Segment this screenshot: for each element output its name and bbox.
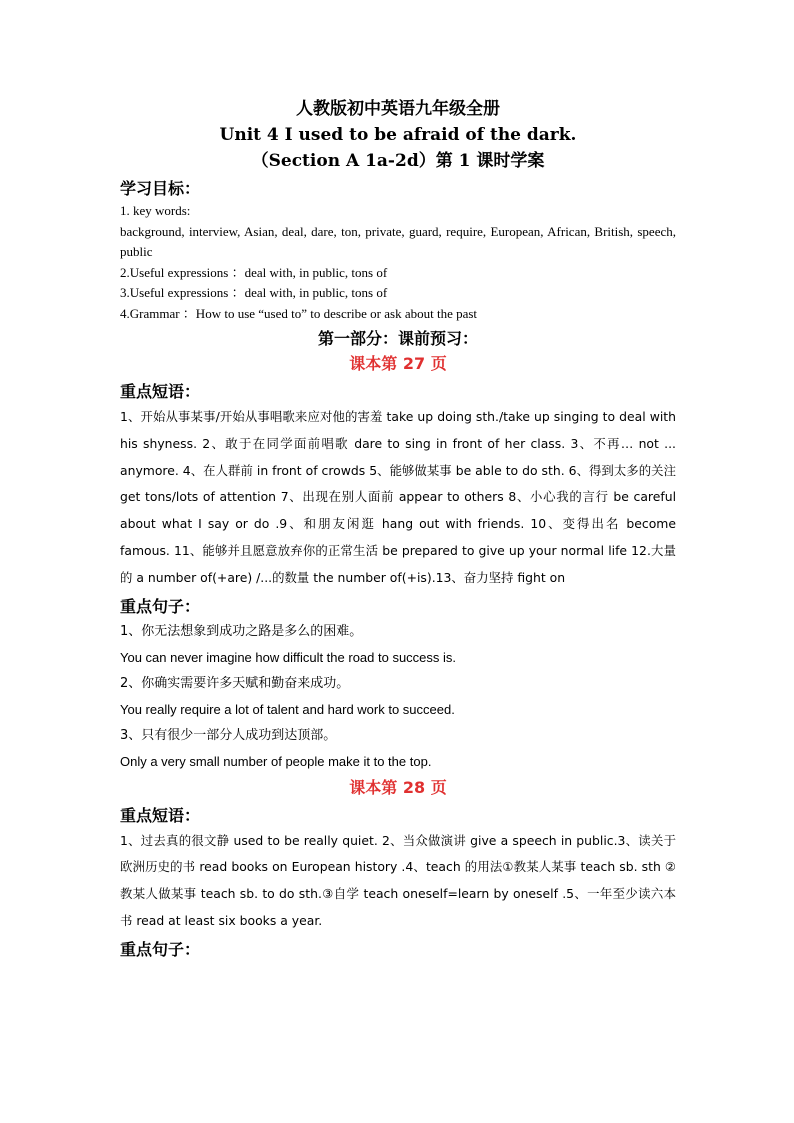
phrase-fragment: 2、敢于在同学面前唱歌 (202, 435, 349, 451)
phrase-fragment: 2、当众做演讲 (381, 832, 466, 848)
phrase-fragment: in front of crowds (252, 462, 370, 478)
objectives-heading: 学习目标： (120, 179, 201, 198)
sentence-en: Only a very small number of people make it to the top. (120, 753, 432, 769)
doc-title-line3: （Section A 1a-2d）第 1 课时学案 (251, 151, 545, 171)
phrase-fragment: appear to others (394, 489, 509, 505)
key-phrases-paragraph-p27 (120, 404, 676, 592)
phrase-fragment: a number of(+are) /...的数量 (132, 569, 314, 585)
phrase-fragment: 6、得到太多的关注 (568, 462, 676, 478)
key-phrases-paragraph-p28 (120, 828, 676, 935)
phrase-fragment: 4、在人群前 (182, 462, 253, 478)
phrase-fragment: 3、不再… (570, 435, 634, 451)
phrase-fragment: teach oneself=learn by oneself . (359, 886, 567, 902)
phrase-fragment: get tons/lots of attention (120, 489, 281, 505)
phrase-fragment: 8、小心我的言行 (508, 489, 609, 505)
objective-item: 4.Grammar ：How to use “used to” to describe or ask about the past (120, 305, 478, 321)
phrase-fragment: 9、和朋友闲逛 (279, 516, 376, 532)
phrase-fragment: 5、能够做某事 (369, 462, 452, 478)
phrase-fragment: read books on European history . (195, 859, 406, 875)
phrase-fragment: 1、开始从事某事/开始从事唱歌来应对他的害羞 (120, 409, 383, 424)
sentence-en: You can never imagine how difficult the road to success is. (120, 649, 457, 665)
phrase-fragment: take up doing sth./take up singing to deal with his shyness. (120, 409, 676, 451)
phrase-fragment: become famous. (120, 516, 676, 558)
objective-item: 1. key words: (120, 203, 191, 218)
doc-title-line2: Unit 4 I used to be afraid of the dark. (219, 125, 577, 145)
phrase-fragment: the number of(+is). (313, 569, 436, 585)
sentence-en: You really require a lot of talent and hard work to succeed. (120, 701, 455, 717)
phrase-fragment: be careful about what I say or do . (120, 489, 677, 532)
phrase-fragment: used to be really quiet. (229, 832, 382, 848)
phrase-fragment: dare to sing in front of her class. (348, 435, 571, 451)
key-sentences-heading: 重点句子： (120, 939, 201, 959)
phrase-fragment: teach sb. sth (576, 859, 665, 875)
part1-title: 第一部分：课前预习： (317, 329, 478, 348)
phrase-fragment: 3、读关于欧洲历史的书 (120, 832, 676, 875)
phrase-fragment: 13、奋力坚持 (435, 569, 514, 585)
phrase-fragment: 11、能够并且愿意放弃你的正常生活 (173, 542, 379, 558)
phrase-fragment: be prepared to give up your normal life (378, 542, 632, 558)
sentence-cn: 3、只有很少一部分人成功到达顶部。 (120, 727, 337, 743)
key-sentences-heading: 重点句子： (120, 596, 201, 616)
phrase-fragment: 4、teach 的用法①教某人某事 (405, 859, 577, 875)
phrase-fragment: not ... anymore. (120, 435, 676, 478)
phrase-fragment: 1、过去真的很文静 (120, 832, 230, 848)
key-phrases-heading: 重点短语： (120, 805, 201, 825)
phrase-fragment: be able to do sth. (451, 462, 569, 478)
sentence-cn: 1、你无法想象到成功之路是多么的困难。 (120, 623, 363, 639)
phrase-fragment: give a speech in public. (465, 832, 618, 848)
phrase-fragment: ②教某人做某事 (120, 859, 677, 902)
phrase-fragment: teach sb. to do sth. (196, 886, 322, 902)
objective-item: 2.Useful expressions ：deal with, in public, tons of (120, 264, 388, 280)
sentence-cn: 2、你确实需要许多天赋和勤奋来成功。 (120, 675, 350, 691)
phrase-fragment: 12.大量的 (120, 542, 676, 585)
phrase-fragment: 7、出现在别人面前 (280, 489, 395, 505)
phrase-fragment: 10、变得出名 (530, 516, 621, 532)
phrase-fragment: read at least six books a year. (132, 912, 323, 928)
objective-item: 3.Useful expressions ：deal with, in public, tons of (120, 285, 388, 300)
page-ref-28: 课本第 28 页 (349, 777, 447, 797)
doc-title-line1: 人教版初中英语九年级全册 (296, 99, 500, 119)
phrase-fragment: ③自学 (321, 886, 360, 902)
key-phrases-heading: 重点短语： (120, 382, 201, 401)
page-ref-27: 课本第 27 页 (349, 354, 447, 373)
document-page (120, 96, 676, 962)
objective-item: background, interview, Asian, deal, dare, ton, private, guard, require, European, African, British, speech, public (120, 223, 676, 259)
phrase-fragment: hang out with friends. (375, 516, 531, 532)
phrase-fragment: 5、一年至少读六本书 (120, 886, 676, 928)
phrase-fragment: fight on (513, 569, 566, 585)
